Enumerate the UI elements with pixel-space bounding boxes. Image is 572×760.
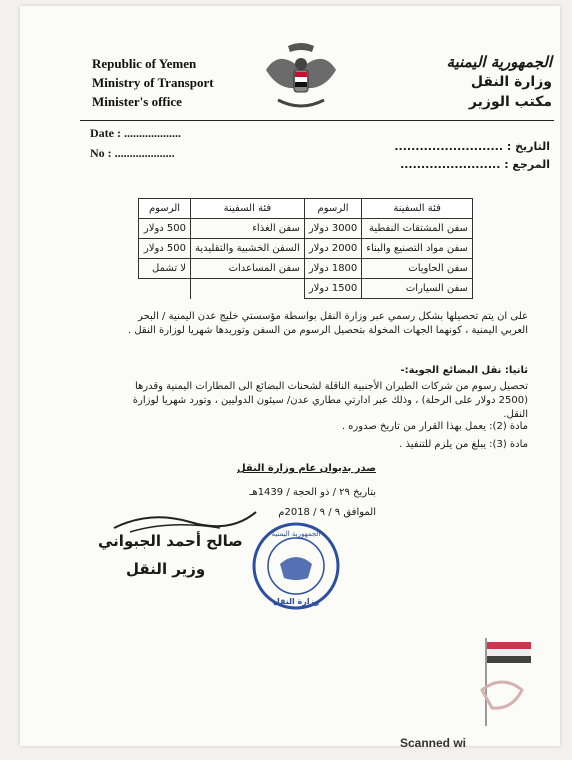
header-divider xyxy=(80,120,554,121)
table-cell: سفن المساعدات xyxy=(191,259,305,279)
table-cell-empty xyxy=(191,279,305,299)
header-en-line3: Minister's office xyxy=(92,94,182,109)
scanner-watermark: Scanned wi xyxy=(400,736,467,750)
paragraph-air-cargo: تحصيل رسوم من شركات الطيران الأجنبية الناقلة لشحنات البضائع الى المطارات اليمنية وقدرها (2500 دولار على الرحلة) ، وذلك عبر ادارتي مطاري عدن/ سيئون الدوليين ، وتورد شهريا لوزارة النقل. xyxy=(132,381,528,420)
date-field-ar: التاريخ : .......................... xyxy=(394,140,550,153)
table-cell: سفن السيارات xyxy=(362,279,473,299)
table-row xyxy=(139,219,473,239)
table-cell: 1500 دولار xyxy=(304,279,361,299)
header-cell: فئة السفينة xyxy=(191,199,305,219)
yemen-eagle-emblem-icon xyxy=(258,40,344,116)
table-cell-empty xyxy=(139,279,191,299)
fees-table xyxy=(138,198,473,299)
flag-watermark-icon xyxy=(472,630,542,730)
table-cell: 1800 دولار xyxy=(304,259,361,279)
header-ar-line3: مكتب الوزير xyxy=(468,94,552,110)
table-cell: لا تشمل xyxy=(139,259,191,279)
table-cell: السفن الخشبية والتقليدية xyxy=(191,239,305,259)
paragraph-fee-collection: على ان يتم تحصيلها بشكل رسمي عبر وزارة النقل بواسطة مؤسستي خليج عدن اليمنية / البحر العربي اليمنية ، كونهما الجهات المخولة بتحصيل الرسوم من السفن وتوريدها شهريا لوزارة النقل . xyxy=(128,311,528,336)
header-english xyxy=(92,54,214,111)
reference-field-ar: المرجع : ........................ xyxy=(400,158,550,171)
table-cell: سفن الحاويات xyxy=(362,259,473,279)
hijri-date: بتاريخ ٢٩ / ذو الحجة / 1439هـ xyxy=(249,487,376,498)
minister-name: صالح أحمد الجبواني xyxy=(98,532,243,550)
stamp-top-text: الجمهورية اليمنية xyxy=(271,530,321,538)
article-3: مادة (3): يبلغ من يلزم للتنفيذ . xyxy=(399,439,528,450)
header-ar-line2: وزارة النقل xyxy=(470,74,552,90)
table-row xyxy=(139,279,473,299)
table-cell: 2000 دولار xyxy=(304,239,361,259)
header-cell: الرسوم xyxy=(304,199,361,219)
table-header-row xyxy=(139,199,473,219)
table-cell: سفن الغذاء xyxy=(191,219,305,239)
table-row xyxy=(139,259,473,279)
section-title-air-cargo: ثانيا: نقل البضائع الجوية:- xyxy=(400,365,528,376)
header-ar-line1: الجمهورية اليمنية xyxy=(446,53,552,71)
table-cell: سفن مواد التصنيع والبناء xyxy=(362,239,473,259)
stamp-bottom-text: وزارة النقل xyxy=(272,597,320,606)
header-en-line2: Ministry of Transport xyxy=(92,75,214,90)
number-field: No : .................... xyxy=(90,146,175,160)
header-en-line1: Republic of Yemen xyxy=(92,56,197,71)
table-cell: 500 دولار xyxy=(139,239,191,259)
header-cell: الرسوم xyxy=(139,199,191,219)
table-cell: سفن المشتقات النفطية xyxy=(362,219,473,239)
date-field: Date : ................... xyxy=(90,126,181,140)
minister-title: وزير النقل xyxy=(126,560,206,578)
table-cell: 500 دولار xyxy=(139,219,191,239)
article-2: مادة (2): يعمل بهذا القرار من تاريخ صدوره . xyxy=(341,421,528,432)
ministry-stamp-icon xyxy=(250,520,342,612)
table-cell: 3000 دولار xyxy=(304,219,361,239)
gregorian-date: الموافق ٩ / ٩ / 2018م xyxy=(278,507,376,518)
table-row xyxy=(139,239,473,259)
header-arabic xyxy=(447,52,552,112)
header-cell: فئة السفينة xyxy=(362,199,473,219)
issued-statement: صدر بديوان عام وزارة النقل xyxy=(236,463,376,474)
